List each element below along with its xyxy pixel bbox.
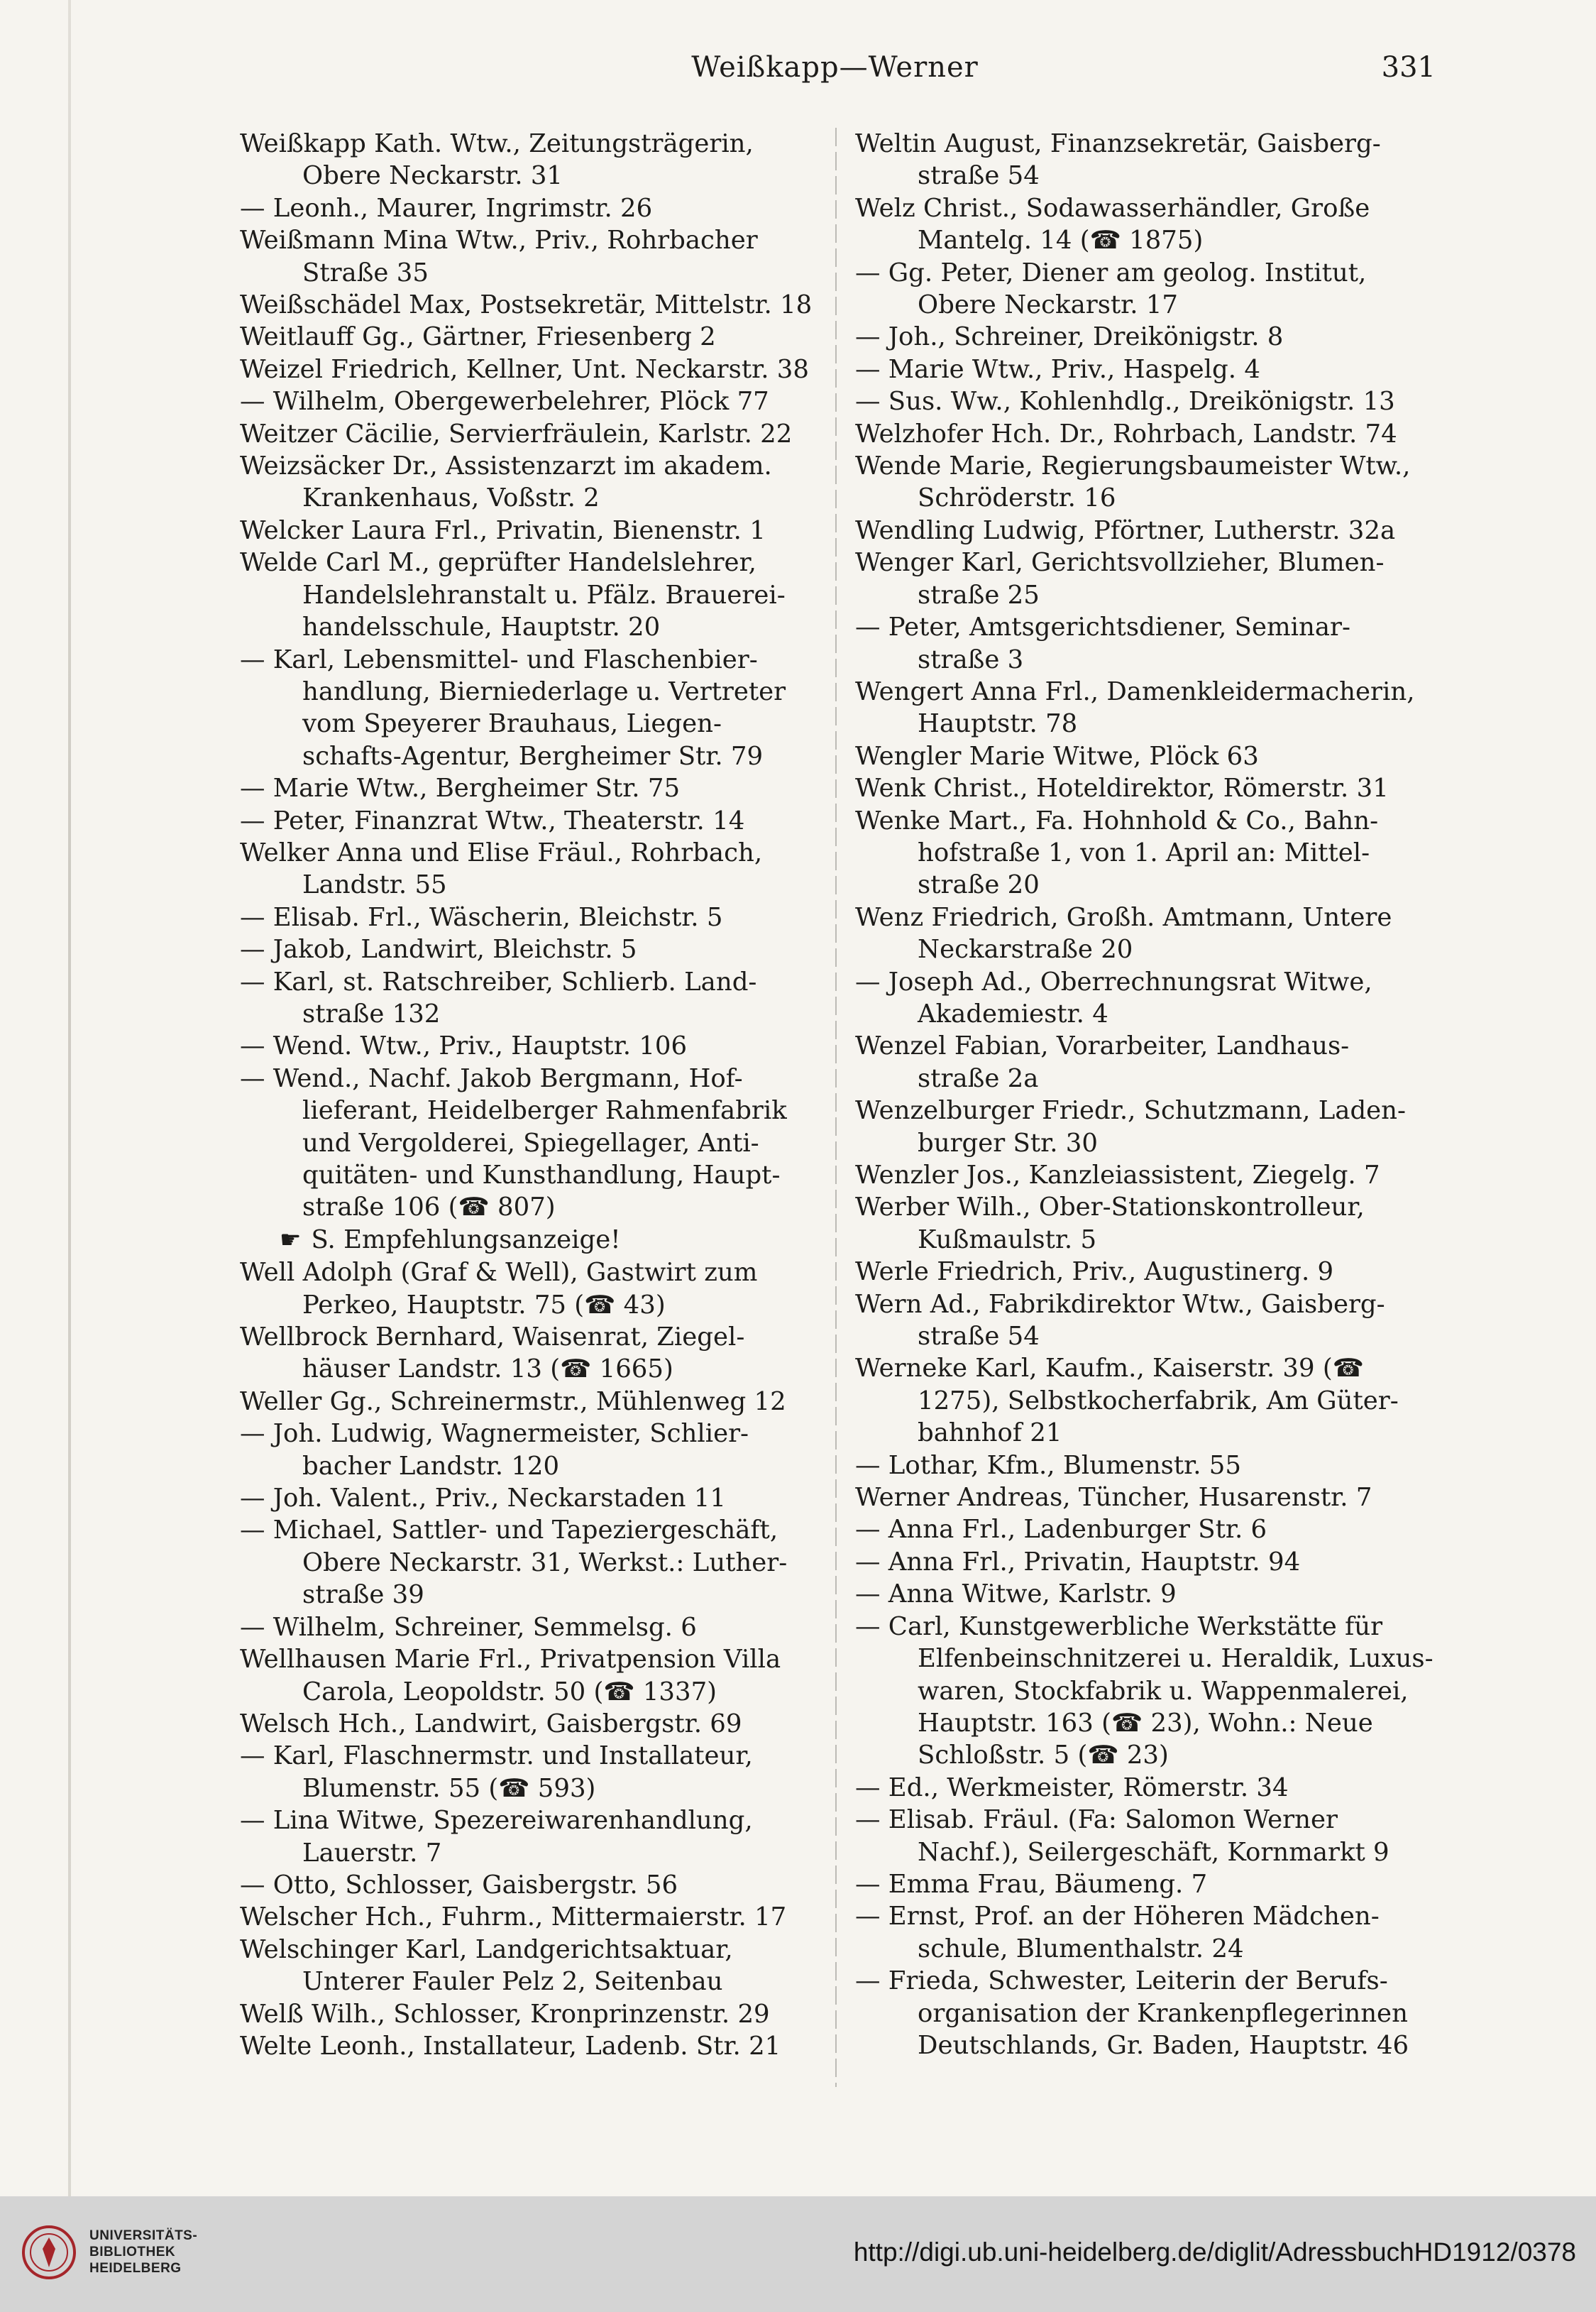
- directory-line: Krankenhaus, Voßstr. 2: [302, 483, 600, 513]
- directory-line: Weizsäcker Dr., Assistenzarzt im akadem.: [240, 451, 772, 481]
- directory-line: lieferant, Heidelberger Rahmenfabrik: [302, 1096, 787, 1126]
- university-seal-icon: [21, 2225, 77, 2280]
- directory-line: Obere Neckarstr. 17: [918, 290, 1178, 320]
- directory-line: — Anna Frl., Ladenburger Str. 6: [855, 1515, 1267, 1545]
- directory-line: schule, Blumenthalstr. 24: [918, 1934, 1244, 1963]
- directory-line: — Anna Witwe, Karlstr. 9: [855, 1579, 1177, 1609]
- page-number: 331: [1381, 51, 1436, 84]
- directory-line: — Anna Frl., Privatin, Hauptstr. 94: [855, 1547, 1301, 1577]
- directory-line: Welcker Laura Frl., Privatin, Bienenstr. 1: [240, 515, 766, 545]
- directory-line: straße 3: [918, 645, 1024, 674]
- directory-line: Wengert Anna Frl., Damenkleidermacherin,: [855, 676, 1415, 706]
- directory-line: — Wend. Wtw., Priv., Hauptstr. 106: [240, 1031, 688, 1061]
- pointing-hand-icon: ☛: [280, 1225, 302, 1254]
- directory-line: Weitzer Cäcilie, Servierfräulein, Karlstr. 22: [240, 419, 793, 449]
- directory-line: — Joh. Valent., Priv., Neckarstaden 11: [240, 1484, 726, 1513]
- footer-bar: [0, 2196, 1596, 2312]
- directory-line: Blumenstr. 55 (☎ 593): [302, 1773, 596, 1803]
- directory-line: burger Str. 30: [918, 1128, 1098, 1158]
- directory-line: schafts-Agentur, Bergheimer Str. 79: [302, 741, 764, 771]
- directory-line: Wenke Mart., Fa. Hohnhold & Co., Bahn-: [855, 806, 1379, 836]
- directory-line: Obere Neckarstr. 31: [302, 161, 563, 191]
- directory-line: Schröderstr. 16: [918, 483, 1116, 513]
- directory-line: Landstr. 55: [302, 870, 447, 900]
- directory-line: Welker Anna und Elise Fräul., Rohrbach,: [240, 838, 763, 867]
- directory-line: Weitlauff Gg., Gärtner, Friesenberg 2: [240, 322, 716, 352]
- directory-line: Weller Gg., Schreinermstr., Mühlenweg 12: [240, 1386, 786, 1416]
- directory-line: quitäten- und Kunsthandlung, Haupt-: [302, 1161, 781, 1190]
- advertisement-note: S. Empfehlungsanzeige!: [311, 1225, 621, 1254]
- directory-line: Weltin August, Finanzsekretär, Gaisberg-: [855, 129, 1381, 158]
- directory-line: organisation der Krankenpflegerinnen: [918, 1998, 1408, 2028]
- directory-line: Akademiestr. 4: [918, 999, 1108, 1029]
- directory-line: straße 20: [918, 870, 1040, 900]
- directory-line: straße 54: [918, 161, 1040, 191]
- directory-line: — Wilhelm, Obergewerbelehrer, Plöck 77: [240, 387, 769, 417]
- directory-line: Werneke Karl, Kaufm., Kaiserstr. 39 (☎: [855, 1354, 1364, 1384]
- directory-line: — Wilhelm, Schreiner, Semmelsg. 6: [240, 1612, 697, 1642]
- page-title: Weißkapp—Werner: [691, 51, 979, 84]
- directory-line: Schloßstr. 5 (☎ 23): [918, 1741, 1169, 1770]
- directory-line: — Marie Wtw., Priv., Haspelg. 4: [855, 354, 1260, 384]
- directory-line: straße 132: [302, 999, 441, 1029]
- directory-line: — Jakob, Landwirt, Bleichstr. 5: [240, 935, 637, 965]
- directory-line: Werner Andreas, Tüncher, Husarenstr. 7: [855, 1483, 1372, 1513]
- directory-line: häuser Landstr. 13 (☎ 1665): [302, 1354, 673, 1384]
- directory-line: Welz Christ., Sodawasserhändler, Große: [855, 193, 1370, 223]
- directory-line: — Ed., Werkmeister, Römerstr. 34: [855, 1773, 1289, 1802]
- directory-line: bahnhof 21: [918, 1418, 1062, 1448]
- source-url-link[interactable]: http://digi.ub.uni-heidelberg.de/diglit/AdressbuchHD1912/0378: [853, 2237, 1576, 2267]
- library-logo-text: [89, 2228, 197, 2277]
- directory-line: Welß Wilh., Schlosser, Kronprinzenstr. 29: [240, 1999, 770, 2029]
- directory-line: — Joh., Schreiner, Dreikönigstr. 8: [855, 322, 1284, 352]
- directory-line: — Karl, Lebensmittel- und Flaschenbier-: [240, 645, 758, 674]
- library-name-line-3: HEIDELBERG: [89, 2261, 182, 2276]
- directory-line: straße 54: [918, 1322, 1040, 1352]
- directory-line: Weißkapp Kath. Wtw., Zeitungsträgerin,: [240, 129, 754, 158]
- directory-line: — Karl, st. Ratschreiber, Schlierb. Land-: [240, 967, 757, 997]
- directory-line: Carola, Leopoldstr. 50 (☎ 1337): [302, 1677, 717, 1706]
- directory-line: — Elisab. Frl., Wäscherin, Bleichstr. 5: [240, 902, 723, 932]
- directory-line: Welsch Hch., Landwirt, Gaisbergstr. 69: [240, 1709, 742, 1738]
- directory-line: Wenzel Fabian, Vorarbeiter, Landhaus-: [855, 1031, 1350, 1061]
- directory-line: — Michael, Sattler- und Tapeziergeschäft,: [240, 1516, 778, 1545]
- column-divider: [835, 128, 837, 2087]
- directory-line: Wenger Karl, Gerichtsvollzieher, Blumen-: [855, 548, 1385, 578]
- directory-line: — Otto, Schlosser, Gaisbergstr. 56: [240, 1870, 678, 1900]
- directory-line: Wern Ad., Fabrikdirektor Wtw., Gaisberg-: [855, 1289, 1385, 1319]
- directory-line: waren, Stockfabrik u. Wappenmalerei,: [918, 1676, 1409, 1706]
- left-column: [240, 128, 857, 2062]
- directory-line: — Elisab. Fräul. (Fa: Salomon Werner: [855, 1805, 1338, 1835]
- directory-line: — Marie Wtw., Bergheimer Str. 75: [240, 774, 681, 804]
- binding-shadow: [68, 0, 71, 2196]
- directory-line: Unterer Fauler Pelz 2, Seitenbau: [302, 1967, 723, 1997]
- directory-line: Lauerstr. 7: [302, 1838, 442, 1868]
- directory-line: Wellhausen Marie Frl., Privatpension Villa: [240, 1645, 781, 1675]
- directory-line: Wenzelburger Friedr., Schutzmann, Laden-: [855, 1096, 1407, 1126]
- right-column: [855, 128, 1437, 2061]
- directory-line: — Lothar, Kfm., Blumenstr. 55: [855, 1450, 1241, 1480]
- directory-line: Werle Friedrich, Priv., Augustinerg. 9: [855, 1257, 1334, 1287]
- directory-line: [240, 1224, 857, 1256]
- directory-line: Nachf.), Seilergeschäft, Kornmarkt 9: [918, 1837, 1389, 1867]
- directory-line: Welde Carl M., geprüfter Handelslehrer,: [240, 548, 756, 578]
- directory-line: — Peter, Amtsgerichtsdiener, Seminar-: [855, 613, 1351, 642]
- directory-line: Handelslehranstalt u. Pfälz. Brauerei-: [302, 580, 786, 610]
- directory-line: straße 106 (☎ 807): [302, 1193, 556, 1222]
- directory-line: Hauptstr. 163 (☎ 23), Wohn.: Neue: [918, 1708, 1373, 1738]
- directory-line: — Wend., Nachf. Jakob Bergmann, Hof-: [240, 1063, 743, 1093]
- directory-line: Straße 35: [302, 258, 429, 287]
- directory-line: Werber Wilh., Ober-Stationskontrolleur,: [855, 1193, 1365, 1222]
- directory-line: — Emma Frau, Bäumeng. 7: [855, 1869, 1208, 1899]
- directory-line: — Karl, Flaschnermstr. und Installateur,: [240, 1741, 753, 1771]
- directory-line: straße 2a: [918, 1063, 1039, 1093]
- directory-line: Wengler Marie Witwe, Plöck 63: [855, 741, 1259, 771]
- directory-line: Weißmann Mina Wtw., Priv., Rohrbacher: [240, 226, 758, 256]
- directory-line: Wenz Friedrich, Großh. Amtmann, Untere: [855, 902, 1392, 932]
- directory-line: Elfenbeinschnitzerei u. Heraldik, Luxus-: [918, 1644, 1433, 1674]
- directory-line: — Joh. Ludwig, Wagnermeister, Schlier-: [240, 1419, 749, 1449]
- directory-line: hofstraße 1, von 1. April an: Mittel-: [918, 838, 1370, 867]
- directory-line: Welte Leonh., Installateur, Ladenb. Str. 21: [240, 2031, 781, 2061]
- directory-line: — Joseph Ad., Oberrechnungsrat Witwe,: [855, 967, 1372, 997]
- library-name-line-2: BIBLIOTHEK: [89, 2245, 176, 2259]
- directory-line: Deutschlands, Gr. Baden, Hauptstr. 46: [918, 2030, 1409, 2060]
- directory-line: — Gg. Peter, Diener am geolog. Institut,: [855, 258, 1367, 287]
- directory-line: Welschinger Karl, Landgerichtsaktuar,: [240, 1934, 733, 1964]
- directory-line: Wellbrock Bernhard, Waisenrat, Ziegel-: [240, 1322, 745, 1352]
- directory-line: handelsschule, Hauptstr. 20: [302, 613, 661, 642]
- directory-line: — Peter, Finanzrat Wtw., Theaterstr. 14: [240, 806, 745, 836]
- directory-line: Mantelg. 14 (☎ 1875): [918, 226, 1204, 256]
- directory-line: Obere Neckarstr. 31, Werkst.: Luther-: [302, 1547, 788, 1577]
- directory-line: straße 39: [302, 1580, 424, 1610]
- directory-line: Weizel Friedrich, Kellner, Unt. Neckarstr. 38: [240, 354, 809, 384]
- library-name-line-1: UNIVERSITÄTS-: [89, 2228, 198, 2243]
- directory-line: und Vergolderei, Spiegellager, Anti-: [302, 1128, 759, 1158]
- running-head: [234, 51, 1436, 94]
- directory-line: Wenzler Jos., Kanzleiassistent, Ziegelg. 7: [855, 1161, 1380, 1190]
- directory-line: Well Adolph (Graf & Well), Gastwirt zum: [240, 1258, 758, 1288]
- directory-line: — Frieda, Schwester, Leiterin der Berufs-: [855, 1966, 1388, 1996]
- directory-line: — Ernst, Prof. an der Höheren Mädchen-: [855, 1902, 1380, 1932]
- directory-line: — Lina Witwe, Spezereiwarenhandlung,: [240, 1806, 753, 1836]
- directory-line: Hauptstr. 78: [918, 709, 1078, 739]
- directory-line: Welscher Hch., Fuhrm., Mittermaierstr. 17: [240, 1902, 787, 1932]
- directory-line: Wendling Ludwig, Pförtner, Lutherstr. 32a: [855, 515, 1396, 545]
- directory-line: — Sus. Ww., Kohlenhdlg., Dreikönigstr. 13: [855, 387, 1395, 417]
- directory-line: Welzhofer Hch. Dr., Rohrbach, Landstr. 74: [855, 419, 1397, 449]
- directory-line: straße 25: [918, 580, 1040, 610]
- directory-line: Neckarstraße 20: [918, 935, 1133, 965]
- directory-line: 1275), Selbstkocherfabrik, Am Güter-: [918, 1386, 1399, 1415]
- directory-line: Kußmaulstr. 5: [918, 1225, 1097, 1254]
- directory-line: Perkeo, Hauptstr. 75 (☎ 43): [302, 1290, 666, 1320]
- directory-line: — Leonh., Maurer, Ingrimstr. 26: [240, 193, 653, 223]
- directory-line: Weißschädel Max, Postsekretär, Mittelstr. 18: [240, 290, 813, 320]
- directory-line: Wenk Christ., Hoteldirektor, Römerstr. 31: [855, 774, 1389, 804]
- directory-line: Wende Marie, Regierungsbaumeister Wtw.,: [855, 451, 1411, 481]
- directory-line: — Carl, Kunstgewerbliche Werkstätte für: [855, 1611, 1383, 1641]
- directory-line: bacher Landstr. 120: [302, 1451, 560, 1481]
- directory-line: handlung, Bierniederlage u. Vertreter: [302, 676, 786, 706]
- directory-line: vom Speyerer Brauhaus, Liegen-: [302, 709, 722, 739]
